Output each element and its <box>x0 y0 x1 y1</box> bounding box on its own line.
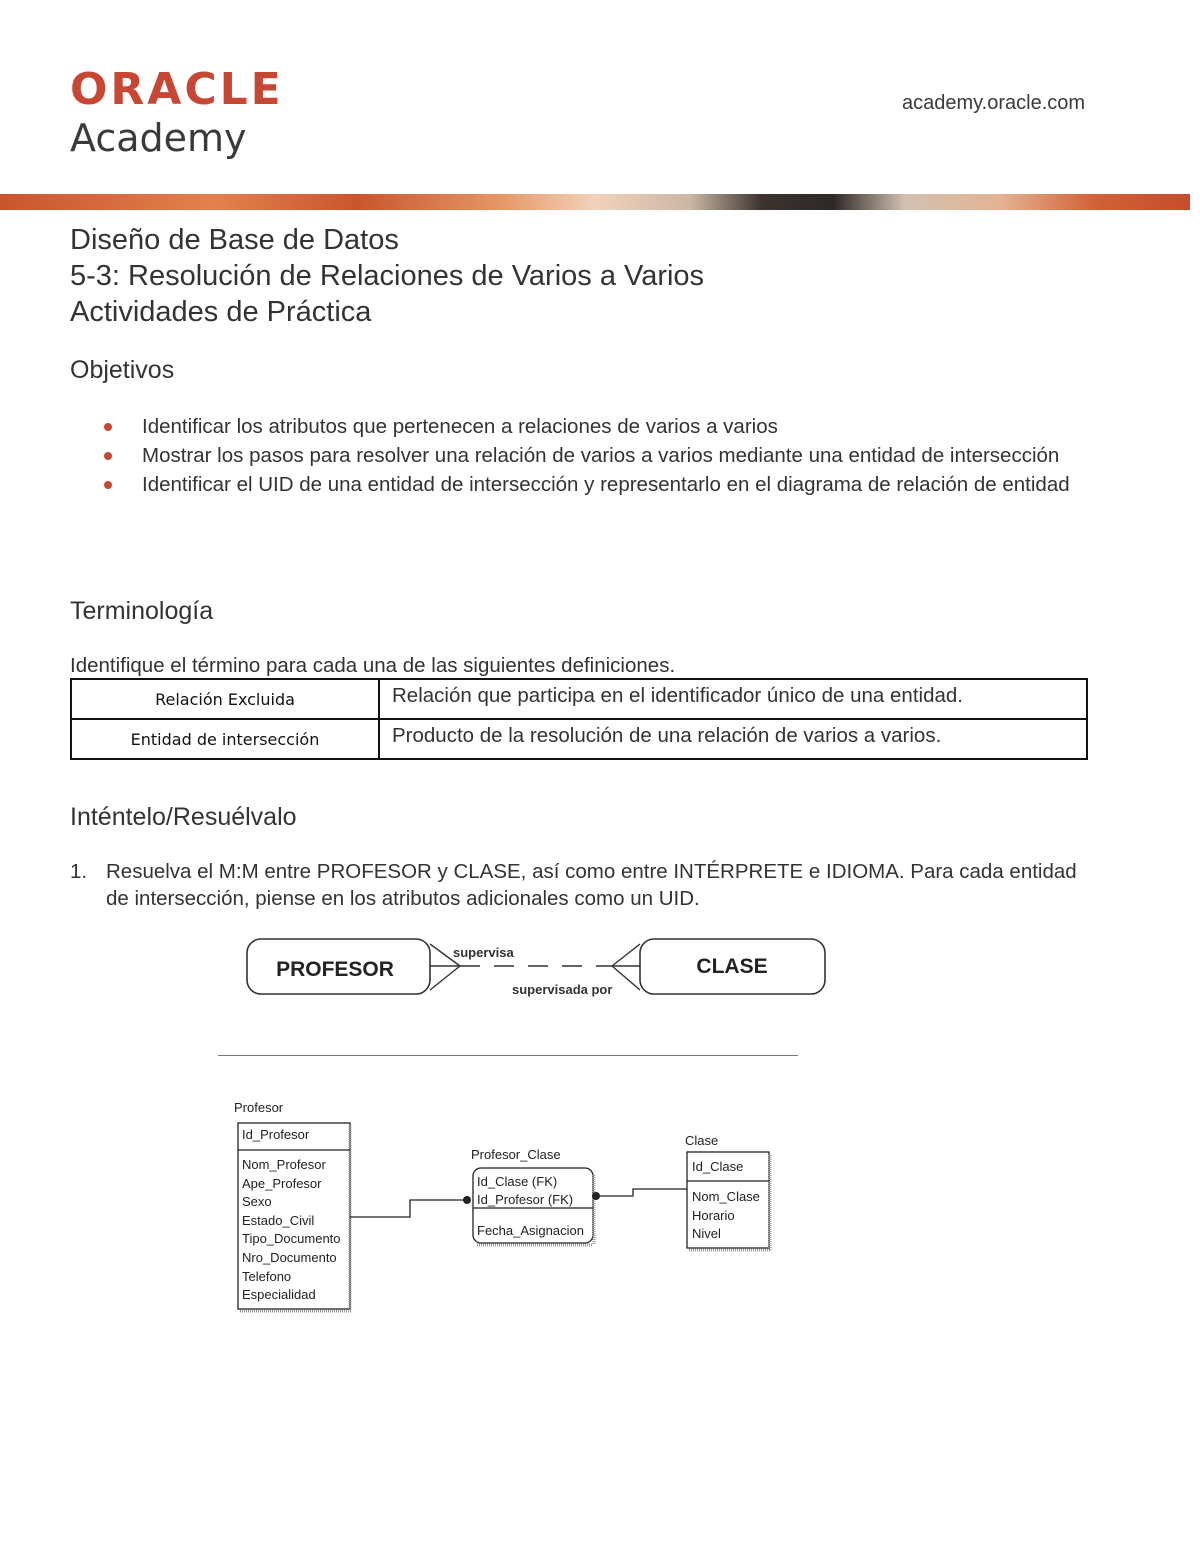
fk-attribute: Id_Profesor (FK) <box>477 1192 574 1207</box>
definition-cell: Relación que participa en el identificador único de una entidad. <box>379 679 1087 719</box>
academy-logo-subtitle: Academy <box>70 116 247 160</box>
connector-profesor <box>350 1200 467 1217</box>
pk-profesor: Id_Profesor <box>242 1127 310 1142</box>
document-title: Diseño de Base de Datos <box>70 224 399 256</box>
list-item: Identificar los atributos que pertenecen a relaciones de varios a varios <box>104 413 1134 440</box>
terminology-heading: Terminología <box>70 597 214 625</box>
attribute: Nro_Documento <box>242 1250 337 1265</box>
attribute: Tipo_Documento <box>242 1231 341 1246</box>
oracle-logo: ORACLE <box>70 64 284 115</box>
erd-diagram <box>240 932 840 1004</box>
task-text: Resuelva el M:M entre PROFESOR y CLASE, así como entre INTÉRPRETE e IDIOMA. Para cada entidad de intersección, piense en los atributos adicionales como un UID. <box>106 860 1077 910</box>
header-banner <box>0 194 1190 210</box>
objectives-heading: Objetivos <box>70 356 175 384</box>
attribute: Telefono <box>242 1269 292 1284</box>
attribute: Especialidad <box>242 1287 316 1302</box>
terminology-intro: Identifique el término para cada una de las siguientes definiciones. <box>70 654 676 677</box>
erd-entity-profesor-label: PROFESOR <box>276 958 394 981</box>
term-cell: Entidad de intersección <box>71 719 379 759</box>
task-number: 1. <box>70 860 88 883</box>
attribute: Ape_Profesor <box>242 1176 322 1191</box>
attribute: Fecha_Asignacion <box>477 1223 584 1238</box>
table-name-clase: Clase <box>685 1133 719 1148</box>
separator-line <box>218 1055 798 1056</box>
relationship-label-bottom: supervisada por <box>512 982 613 997</box>
erd-entity-clase-label: CLASE <box>696 955 768 978</box>
table-name-profesor-clase: Profesor_Clase <box>471 1147 561 1162</box>
relational-diagram <box>225 1095 785 1320</box>
objectives-list <box>104 413 1134 500</box>
attribute: Nom_Clase <box>692 1189 760 1204</box>
relationship-label-top: supervisa <box>453 945 514 960</box>
term-cell: Relación Excluida <box>71 679 379 719</box>
fk-attribute: Id_Clase (FK) <box>477 1174 558 1189</box>
connector-clase <box>596 1189 687 1196</box>
lesson-title: 5-3: Resolución de Relaciones de Varios a Varios <box>70 260 705 292</box>
table-name-profesor: Profesor <box>234 1100 284 1115</box>
list-item: Mostrar los pasos para resolver una relación de varios a varios mediante una entidad de intersección <box>104 442 1134 469</box>
attribute: Nivel <box>692 1226 721 1241</box>
task-list <box>70 858 1100 912</box>
table-row <box>71 719 1087 759</box>
attribute: Nom_Profesor <box>242 1157 326 1172</box>
crows-foot-right <box>612 944 640 990</box>
terminology-table <box>70 678 1088 760</box>
attribute: Horario <box>692 1208 735 1223</box>
pk-clase: Id_Clase <box>692 1159 744 1174</box>
activity-title: Actividades de Práctica <box>70 296 372 328</box>
list-item: Identificar el UID de una entidad de intersección y representarlo en el diagrama de relación de entidad <box>104 471 1134 498</box>
site-url: academy.oracle.com <box>902 92 1086 114</box>
table-row <box>71 679 1087 719</box>
connector-endpoint <box>463 1196 471 1204</box>
list-item <box>70 858 1100 912</box>
attribute: Sexo <box>242 1194 272 1209</box>
definition-cell: Producto de la resolución de una relación de varios a varios. <box>379 719 1087 759</box>
attribute: Estado_Civil <box>242 1213 315 1228</box>
try-it-heading: Inténtelo/Resuélvalo <box>70 803 297 831</box>
